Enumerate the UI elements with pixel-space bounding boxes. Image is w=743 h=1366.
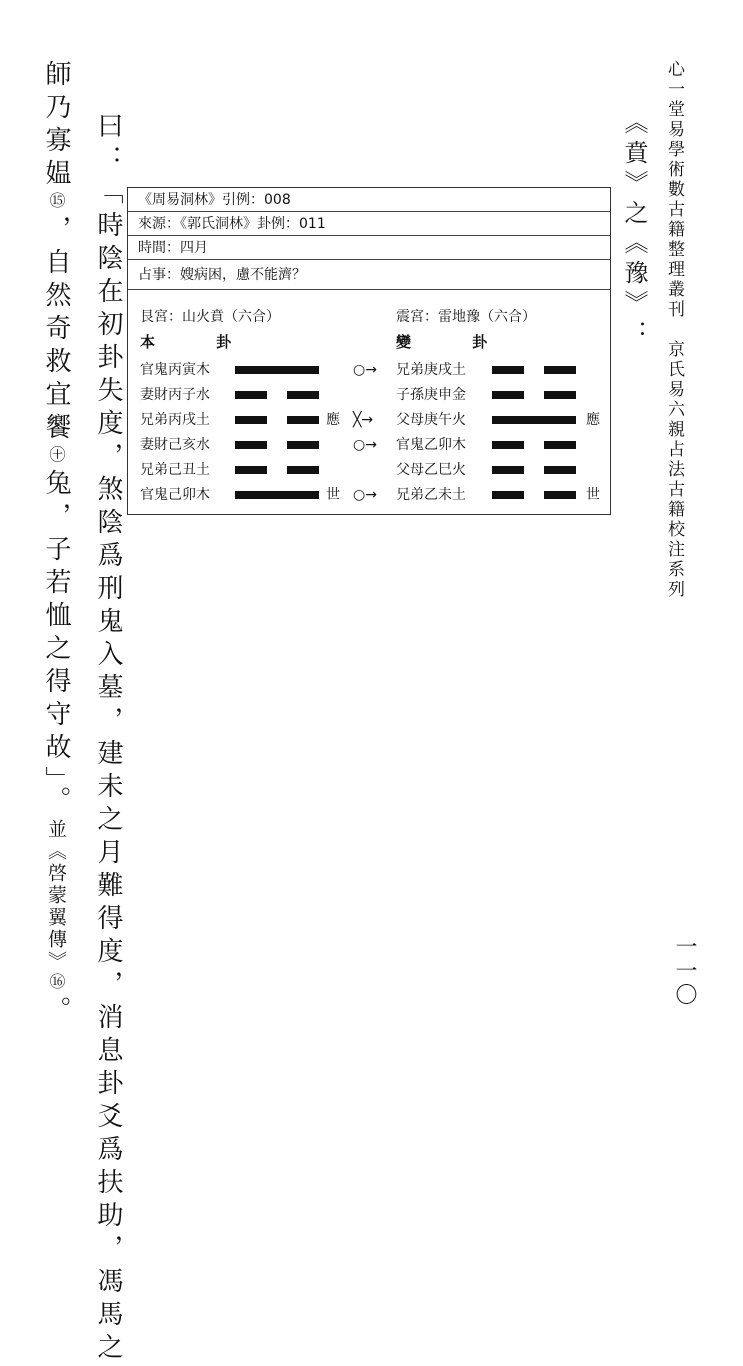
series-title-part1: 心一堂易學術數古籍整理叢刊 xyxy=(664,60,684,320)
note-number-15: ⑮ xyxy=(47,192,66,215)
left-line-2-yin-line-right xyxy=(287,391,319,399)
right-line-label: 父母庚午火 xyxy=(396,412,466,428)
left-line-4-yin-line-left xyxy=(235,441,267,449)
main-text-seg-b: ，自然奇救宜饗 xyxy=(41,215,71,446)
main-text-column-2 xyxy=(43,60,69,1029)
left-line-label: 官鬼丙寅木 xyxy=(140,362,210,378)
main-text-seg-d: 並《啓蒙翼傳》 xyxy=(45,819,67,973)
left-line-5-yin-line-left xyxy=(235,466,267,474)
section-heading: 《賁》之《豫》： xyxy=(620,110,648,350)
left-line-label: 兄弟丙戌土 xyxy=(140,412,210,428)
left-shiying-mark: 世 xyxy=(326,487,340,503)
left-line-4-yin-line-right xyxy=(287,441,319,449)
right-line-1-yin-line-right xyxy=(544,366,576,374)
moving-line-mark: ○→ xyxy=(353,437,377,453)
left-line-label: 妻財己亥水 xyxy=(140,437,210,453)
series-title xyxy=(665,60,682,600)
right-line-3-yang-line xyxy=(492,416,576,424)
left-line-3-yin-line-right xyxy=(287,416,319,424)
right-line-1-yin-line-left xyxy=(492,366,524,374)
main-text-seg-c: 兔，子若恤之得守故」。 xyxy=(41,469,71,819)
main-text-seg-a: 師乃寡媪 xyxy=(41,60,71,192)
left-line-6-yang-line xyxy=(235,491,319,499)
left-line-5-yin-line-right xyxy=(287,466,319,474)
left-shiying-mark: 應 xyxy=(326,412,340,428)
moving-line-mark: ╳→ xyxy=(353,412,374,428)
left-palace: 艮宮：山火賁（六合） xyxy=(140,309,280,325)
table-row-case: 《周易洞林》引例：008 xyxy=(128,188,610,212)
right-line-4-yin-line-right xyxy=(544,441,576,449)
left-line-label: 兄弟己丑土 xyxy=(140,462,210,478)
right-line-5-yin-line-right xyxy=(544,466,576,474)
right-line-label: 子孫庚申金 xyxy=(396,387,466,403)
table-row-source: 來源：《郭氏洞林》卦例：011 xyxy=(128,212,610,236)
table-row-time: 時間：四月 xyxy=(128,236,610,260)
original-label-char1: 本 xyxy=(140,333,158,351)
right-line-label: 父母乙巳火 xyxy=(396,462,466,478)
main-text-seg-e: 。 xyxy=(41,996,71,1029)
changed-label-char1: 變 xyxy=(396,333,414,351)
table-row-question: 占事：嫂病困，慮不能濟？ xyxy=(128,260,610,290)
right-shiying-mark: 應 xyxy=(586,412,600,428)
right-line-5-yin-line-left xyxy=(492,466,524,474)
right-line-label: 官鬼乙卯木 xyxy=(396,437,466,453)
hexagram-lines xyxy=(128,188,610,514)
left-line-1-yang-line xyxy=(235,366,319,374)
changed-label-char2: 卦 xyxy=(472,333,490,351)
right-line-6-yin-line-left xyxy=(492,491,524,499)
right-line-4-yin-line-left xyxy=(492,441,524,449)
right-shiying-mark: 世 xyxy=(586,487,600,503)
original-label-char2: 卦 xyxy=(216,333,234,351)
left-line-label: 官鬼己卯木 xyxy=(140,487,210,503)
moving-line-mark: ○→ xyxy=(353,487,377,503)
hexagram-table xyxy=(127,187,611,515)
right-line-6-yin-line-right xyxy=(544,491,576,499)
right-line-label: 兄弟乙未土 xyxy=(396,487,466,503)
page-number: 一一〇 xyxy=(672,935,697,1007)
left-line-label: 妻財丙子水 xyxy=(140,387,210,403)
right-line-2-yin-line-left xyxy=(492,391,524,399)
right-line-label: 兄弟庚戌土 xyxy=(396,362,466,378)
main-text-column-1: 曰：「時陰在初卦失度，煞陰爲刑鬼入墓，建未之月難得度，消息卦爻爲扶助，馮馬之 xyxy=(93,112,123,1366)
right-line-2-yin-line-right xyxy=(544,391,576,399)
right-palace: 震宮：雷地豫（六合） xyxy=(396,309,536,325)
moving-line-mark: ○→ xyxy=(353,362,377,378)
left-line-2-yin-line-left xyxy=(235,391,267,399)
series-title-part2: 京氏易六親占法古籍校注系列 xyxy=(664,340,684,600)
note-number-16: ⑯ xyxy=(47,973,66,996)
note-number-10: ㊉ xyxy=(47,446,66,469)
left-line-3-yin-line-left xyxy=(235,416,267,424)
